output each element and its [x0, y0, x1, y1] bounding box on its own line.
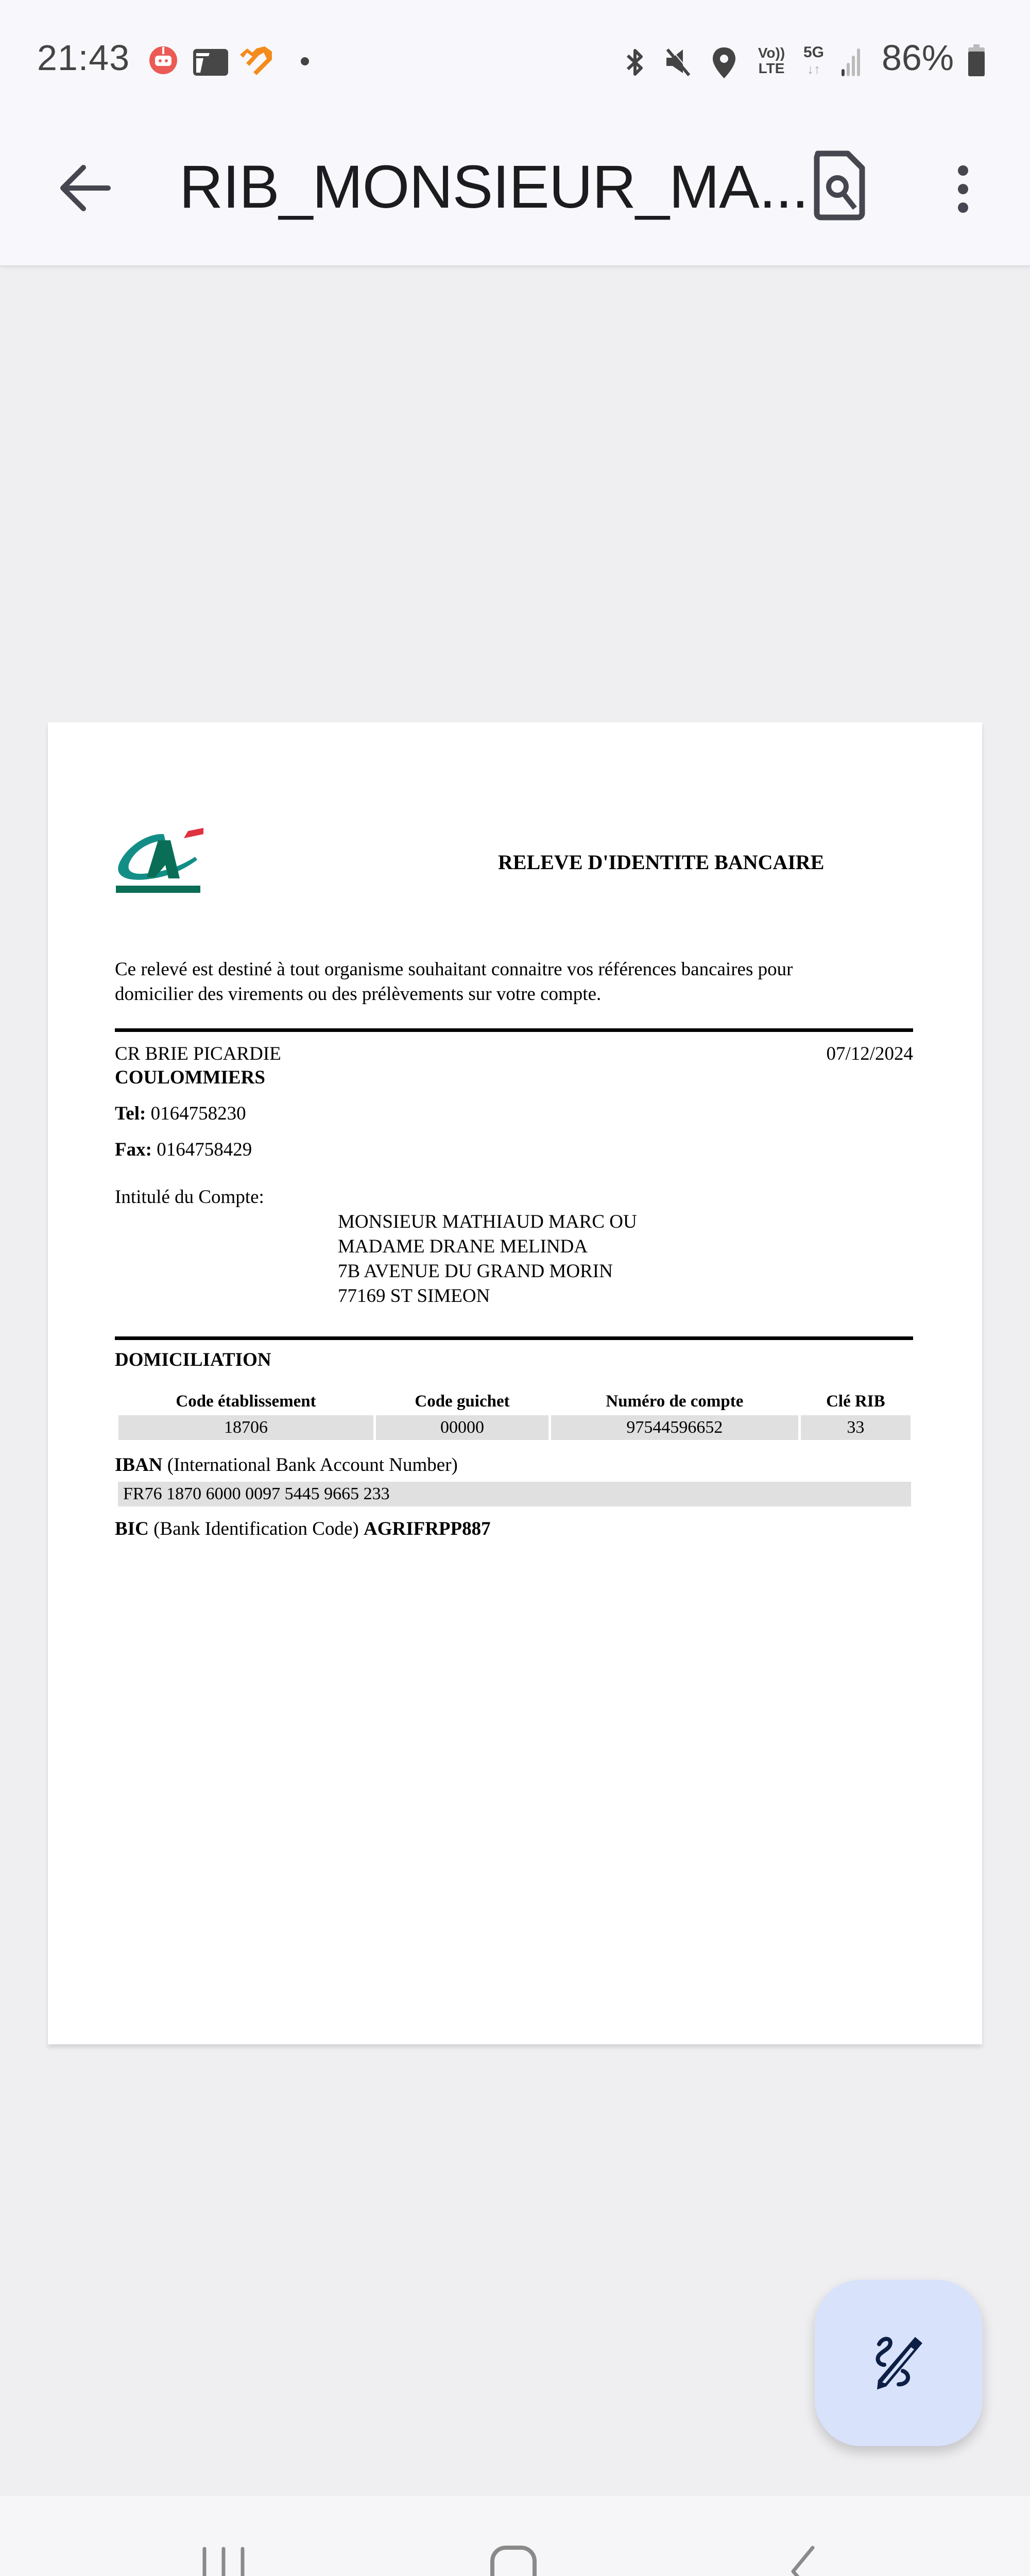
cle-rib-value: 33	[801, 1415, 911, 1440]
intro-line-2: domicilier des virements ou des prélèvements sur votre compte.	[115, 984, 602, 1005]
header-code-etablissement: Code établissement	[176, 1392, 316, 1411]
fax-line: Fax: 0164758429	[115, 1139, 252, 1160]
status-bar	[0, 0, 1030, 121]
more-vertical-icon[interactable]	[937, 152, 989, 224]
holder-line: 77169 ST SIMEON	[338, 1285, 490, 1307]
find-in-page-icon[interactable]	[803, 149, 876, 222]
tel-number: 0164758230	[150, 1103, 246, 1124]
bic-line: BIC (Bank Identification Code) AGRIFRPP887	[115, 1518, 491, 1539]
rib-table	[116, 1392, 913, 1440]
recent-apps-icon[interactable]	[191, 2543, 258, 2576]
signal-icon	[840, 47, 861, 77]
system-nav-bar	[0, 2496, 1030, 2576]
section-divider	[115, 1336, 913, 1340]
section-divider	[115, 1028, 913, 1032]
iban-value: FR76 1870 6000 0097 5445 9665 233	[123, 1484, 390, 1503]
robot-app-icon	[148, 45, 178, 75]
account-title-label: Intitulé du Compte:	[115, 1187, 264, 1208]
iban-label-line: IBAN (International Bank Account Number)	[115, 1454, 458, 1476]
document-heading: RELEVE D'IDENTITE BANCAIRE	[498, 851, 825, 874]
bluetooth-icon	[625, 46, 645, 78]
numero-compte-value: 97544596652	[551, 1415, 798, 1440]
header-cle-rib: Clé RIB	[826, 1392, 885, 1411]
intro-line-1: Ce relevé est destiné à tout organisme souhaitant connaitre vos références bancaires pour	[115, 959, 793, 980]
wallet-card-icon	[193, 49, 228, 76]
edit-signature-icon	[868, 2333, 930, 2395]
edit-signature-button[interactable]	[815, 2280, 983, 2446]
mute-icon	[664, 47, 693, 77]
document-title: RIB_MONSIEUR_MA...	[179, 153, 809, 221]
rib-table-header	[118, 1392, 911, 1415]
nav-back-icon[interactable]	[770, 2543, 837, 2576]
notification-dot-icon	[300, 57, 310, 66]
status-time: 21:43	[37, 38, 130, 78]
header-numero-compte: Numéro de compte	[606, 1392, 744, 1411]
volte-icon: Vo)) LTE	[758, 45, 785, 76]
battery-icon	[968, 44, 985, 76]
credit-agricole-logo	[115, 828, 205, 895]
holder-line: MONSIEUR MATHIAUD MARC OU	[338, 1211, 637, 1232]
battery-percent: 86%	[882, 38, 954, 78]
orange-heart-app-icon	[238, 45, 275, 77]
rib-table-row	[118, 1415, 911, 1440]
bank-name: CR BRIE PICARDIE	[115, 1043, 281, 1064]
header-code-guichet: Code guichet	[415, 1392, 510, 1411]
app-toolbar	[0, 121, 1030, 266]
5g-icon: 5G ↓↑	[803, 44, 825, 77]
location-icon	[711, 46, 737, 79]
code-etablissement-value: 18706	[118, 1415, 373, 1440]
bic-value: AGRIFRPP887	[363, 1518, 491, 1539]
code-guichet-value: 00000	[376, 1415, 548, 1440]
document-date: 07/12/2024	[826, 1043, 913, 1064]
home-icon[interactable]	[480, 2543, 547, 2576]
fax-number: 0164758429	[157, 1139, 252, 1160]
holder-line: MADAME DRANE MELINDA	[338, 1236, 588, 1257]
agency-name: COULOMMIERS	[115, 1067, 265, 1088]
pdf-page[interactable]	[48, 722, 982, 2044]
holder-line: 7B AVENUE DU GRAND MORIN	[338, 1261, 613, 1282]
iban-box	[118, 1482, 911, 1506]
domiciliation-heading: DOMICILIATION	[115, 1349, 271, 1370]
arrow-back-icon[interactable]	[52, 157, 113, 219]
tel-line: Tel: 0164758230	[115, 1103, 246, 1124]
